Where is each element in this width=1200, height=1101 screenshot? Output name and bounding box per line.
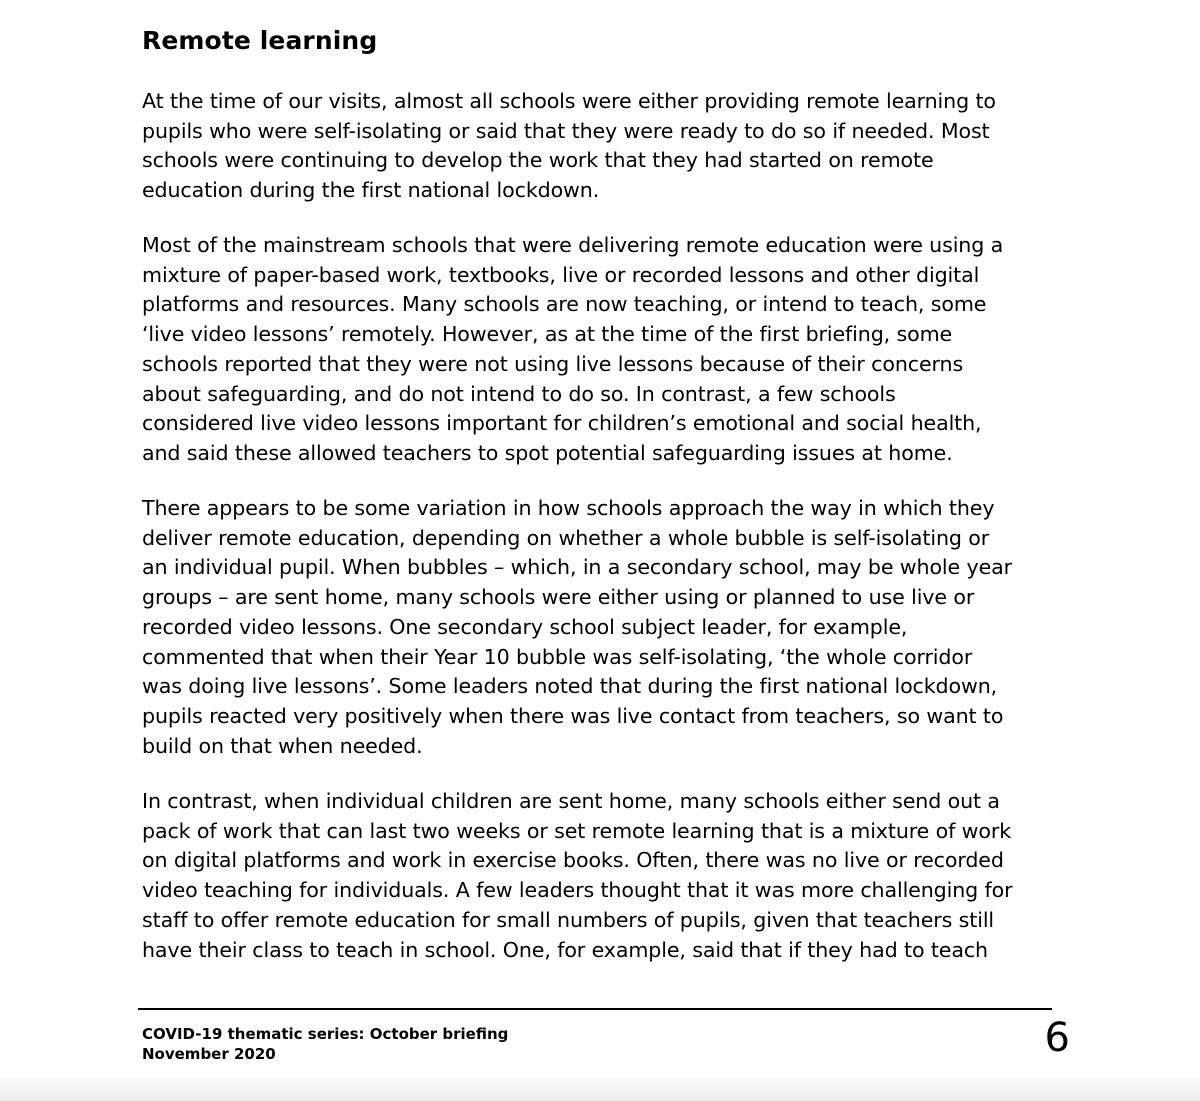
paragraph-line: pack of work that can last two weeks or set remote learning that is a mixture of work xyxy=(142,818,1012,843)
paragraph-line: build on that when needed. xyxy=(142,733,423,758)
paragraph-line: mixture of paper-based work, textbooks, live or recorded lessons and other digital xyxy=(142,262,980,287)
paragraph-line: was doing live lessons’. Some leaders noted that during the first national lockdown, xyxy=(142,674,998,699)
viewer-bottom-shadow xyxy=(0,1073,1200,1101)
paragraph-line: pupils who were self-isolating or said that they were ready to do so if needed. Most xyxy=(142,118,990,143)
footer-caption xyxy=(142,1024,508,1064)
paragraph-4 xyxy=(142,787,1082,965)
paragraph-line: recorded video lessons. One secondary school subject leader, for example, xyxy=(142,614,908,639)
paragraph-line: video teaching for individuals. A few leaders thought that it was more challenging for xyxy=(142,878,1013,903)
paragraph-line: schools reported that they were not using live lessons because of their concerns xyxy=(142,351,964,376)
paragraph-line: on digital platforms and work in exercise books. Often, there was no live or recorded xyxy=(142,848,1004,873)
paragraph-3 xyxy=(142,494,1082,761)
paragraph-line: pupils reacted very positively when there was live contact from teachers, so want to xyxy=(142,703,1004,728)
footer-date: November 2020 xyxy=(142,1045,276,1063)
paragraph-line: platforms and resources. Many schools are now teaching, or intend to teach, some xyxy=(142,292,987,317)
paragraph-line: Most of the mainstream schools that were delivering remote education were using a xyxy=(142,233,1004,257)
paragraph-line: At the time of our visits, almost all schools were either providing remote learning to xyxy=(142,89,996,113)
section-heading: Remote learning xyxy=(142,26,378,55)
paragraph-line: schools were continuing to develop the work that they had started on remote xyxy=(142,148,934,173)
paragraph-line: staff to offer remote education for small numbers of pupils, given that teachers still xyxy=(142,907,995,932)
paragraph-line: commented that when their Year 10 bubble was self-isolating, ‘the whole corridor xyxy=(142,644,973,669)
paragraph-line: considered live video lessons important for children’s emotional and social health, xyxy=(142,411,982,436)
paragraph-2 xyxy=(142,231,1082,469)
paragraph-line: ‘live video lessons’ remotely. However, as at the time of the first briefing, some xyxy=(142,322,953,347)
footer-divider xyxy=(138,1008,1052,1010)
paragraph-line: There appears to be some variation in how schools approach the way in which they xyxy=(142,496,995,520)
paragraph-line: an individual pupil. When bubbles – which, in a secondary school, may be whole year xyxy=(142,555,1012,580)
paragraph-1 xyxy=(142,87,1082,206)
paragraph-line: groups – are sent home, many schools were either using or planned to use live or xyxy=(142,585,975,610)
paragraph-line: deliver remote education, depending on whether a whole bubble is self-isolating or xyxy=(142,525,990,550)
paragraph-line: and said these allowed teachers to spot potential safeguarding issues at home. xyxy=(142,440,953,465)
paragraph-line: have their class to teach in school. One, for example, said that if they had to teach xyxy=(142,937,988,962)
footer-series-title: COVID-19 thematic series: October briefing xyxy=(142,1025,509,1043)
page-number: 6 xyxy=(1044,1015,1070,1061)
paragraph-line: In contrast, when individual children are sent home, many schools either send out a xyxy=(142,789,1000,813)
paragraph-line: education during the first national lockdown. xyxy=(142,178,600,203)
paragraph-line: about safeguarding, and do not intend to do so. In contrast, a few schools xyxy=(142,381,896,406)
